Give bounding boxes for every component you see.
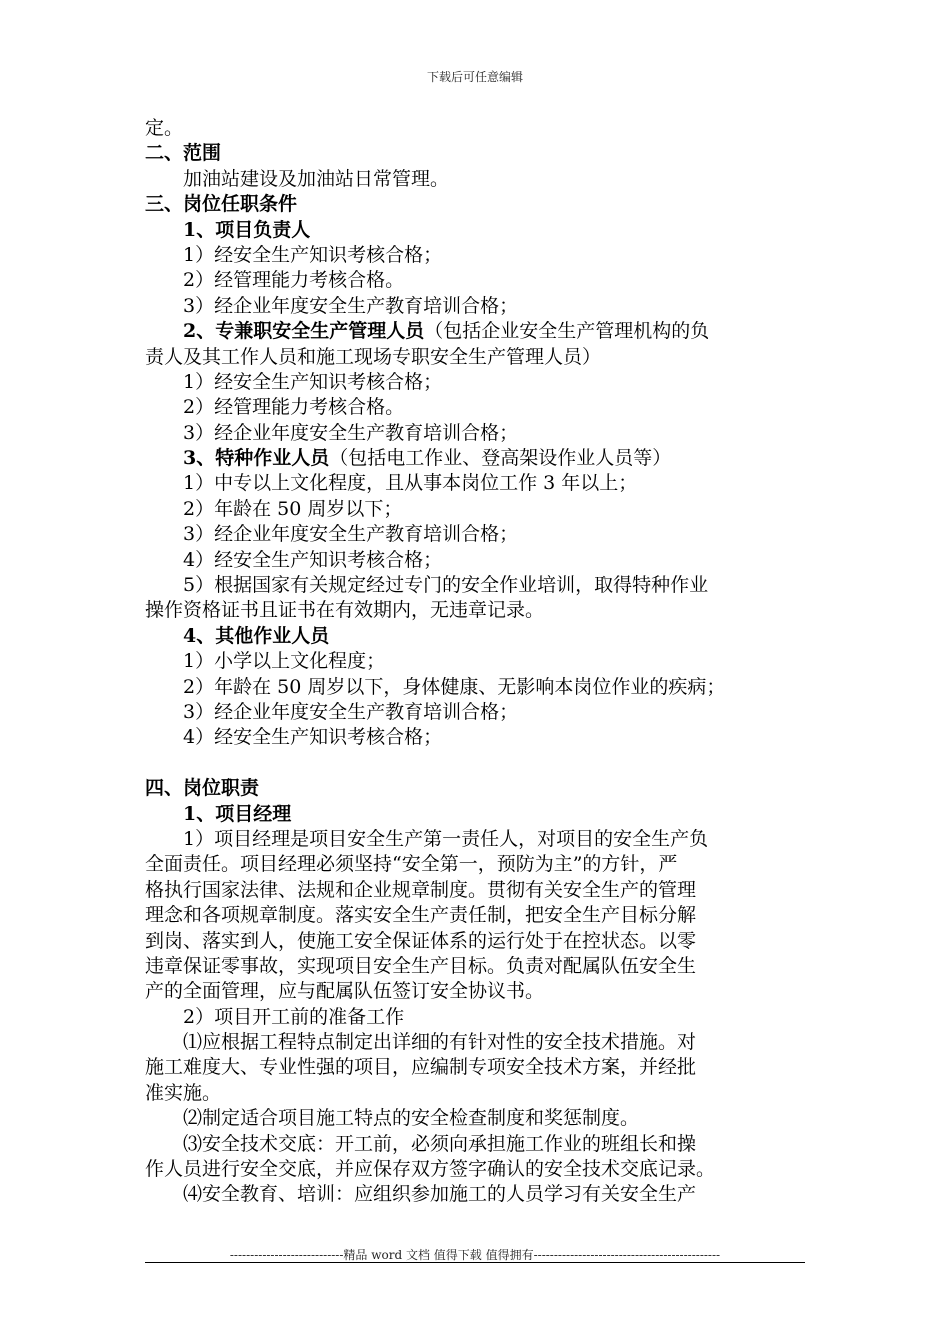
list-item: 3）经企业年度安全生产教育培训合格； — [183, 421, 519, 444]
document-body — [145, 116, 810, 1208]
list-item: 5）根据国家有关规定经过专门的安全作业培训，取得特种作业 — [183, 574, 709, 597]
list-item: 4）经安全生产知识考核合格； — [183, 726, 443, 749]
text-line: 作人员进行安全交底，并应保存双方签字确认的安全技术交底记录。 — [145, 1158, 716, 1181]
subsection-heading: 1、项目经理 — [183, 802, 292, 825]
text-line: ⑵制定适合项目施工特点的安全检查制度和奖惩制度。 — [183, 1107, 640, 1130]
subsection-note: （包括电工作业、登高架设作业人员等） — [329, 447, 672, 470]
section-heading: 三、岗位任职条件 — [145, 193, 298, 216]
text-line: 格执行国家法律、法规和企业规章制度。贯彻有关安全生产的管理 — [145, 878, 697, 901]
list-item: 3）经企业年度安全生产教育培训合格； — [183, 700, 519, 723]
list-item: 1）经安全生产知识考核合格； — [183, 243, 443, 266]
text-line: 加油站建设及加油站日常管理。 — [183, 167, 450, 190]
text-line: 施工难度大、专业性强的项目，应编制专项安全技术方案，并经批 — [145, 1056, 697, 1079]
list-item: 2）经管理能力考核合格。 — [183, 269, 405, 292]
text-line: 准实施。 — [145, 1081, 222, 1104]
list-item: 1）经安全生产知识考核合格； — [183, 370, 443, 393]
text-line: 全面责任。项目经理必须坚持“安全第一，预防为主”的方针，严 — [145, 853, 678, 876]
page-header: 下载后可任意编辑 — [426, 70, 523, 84]
list-item: 3）经企业年度安全生产教育培训合格； — [183, 523, 519, 546]
text-line: ⑴应根据工程特点制定出详细的有针对性的安全技术措施。对 — [183, 1031, 697, 1054]
footer-divider — [145, 1262, 805, 1263]
section-heading: 二、范围 — [145, 142, 222, 165]
list-item: 2）年龄在 50 周岁以下，身体健康、无影响本岗位作业的疾病； — [183, 675, 726, 698]
list-item: 3）经企业年度安全生产教育培训合格； — [183, 294, 519, 317]
subsection-heading: 3、特种作业人员 — [183, 447, 330, 470]
text-line: 定。 — [145, 117, 184, 139]
list-item: 2）年龄在 50 周岁以下； — [183, 497, 403, 520]
text-line: 操作资格证书且证书在有效期内，无违章记录。 — [145, 599, 545, 622]
subsection-heading: 2、专兼职安全生产管理人员 — [183, 320, 425, 343]
subsection-heading-line — [145, 319, 810, 344]
page-footer: ----------------------------精品 word 文档 值得下载 值得拥有---------------------------------------------- — [229, 1248, 721, 1262]
subsection-heading-line — [145, 446, 810, 471]
text-line: 理念和各项规章制度。落实安全生产责任制，把安全生产目标分解 — [145, 904, 697, 927]
list-item: 1）小学以上文化程度； — [183, 650, 386, 673]
text-line: ⑶安全技术交底：开工前，必须向承担施工作业的班组长和操 — [183, 1132, 697, 1155]
subsection-note: （包括企业安全生产管理机构的负 — [424, 320, 710, 343]
subsection-heading: 4、其他作业人员 — [183, 624, 330, 647]
subsection-heading: 1、项目负责人 — [183, 218, 311, 241]
text-line: ⑷安全教育、培训：应组织参加施工的人员学习有关安全生产 — [183, 1183, 697, 1206]
section-heading: 四、岗位职责 — [145, 777, 260, 800]
text-line: 违章保证零事故，实现项目安全生产目标。负责对配属队伍安全生 — [145, 954, 697, 977]
list-item: 2）经管理能力考核合格。 — [183, 396, 405, 419]
list-item: 1）中专以上文化程度，且从事本岗位工作 3 年以上； — [183, 472, 638, 495]
text-line: 产的全面管理，应与配属队伍签订安全协议书。 — [145, 980, 545, 1003]
text-line: 1）项目经理是项目安全生产第一责任人，对项目的安全生产负 — [183, 827, 709, 850]
list-item: 4）经安全生产知识考核合格； — [183, 548, 443, 571]
text-line: 到岗、落实到人，使施工安全保证体系的运行处于在控状态。以零 — [145, 929, 697, 952]
text-line: 责人及其工作人员和施工现场专职安全生产管理人员） — [145, 345, 602, 368]
list-item: 2）项目开工前的准备工作 — [183, 1005, 405, 1028]
blank-line — [145, 751, 810, 776]
